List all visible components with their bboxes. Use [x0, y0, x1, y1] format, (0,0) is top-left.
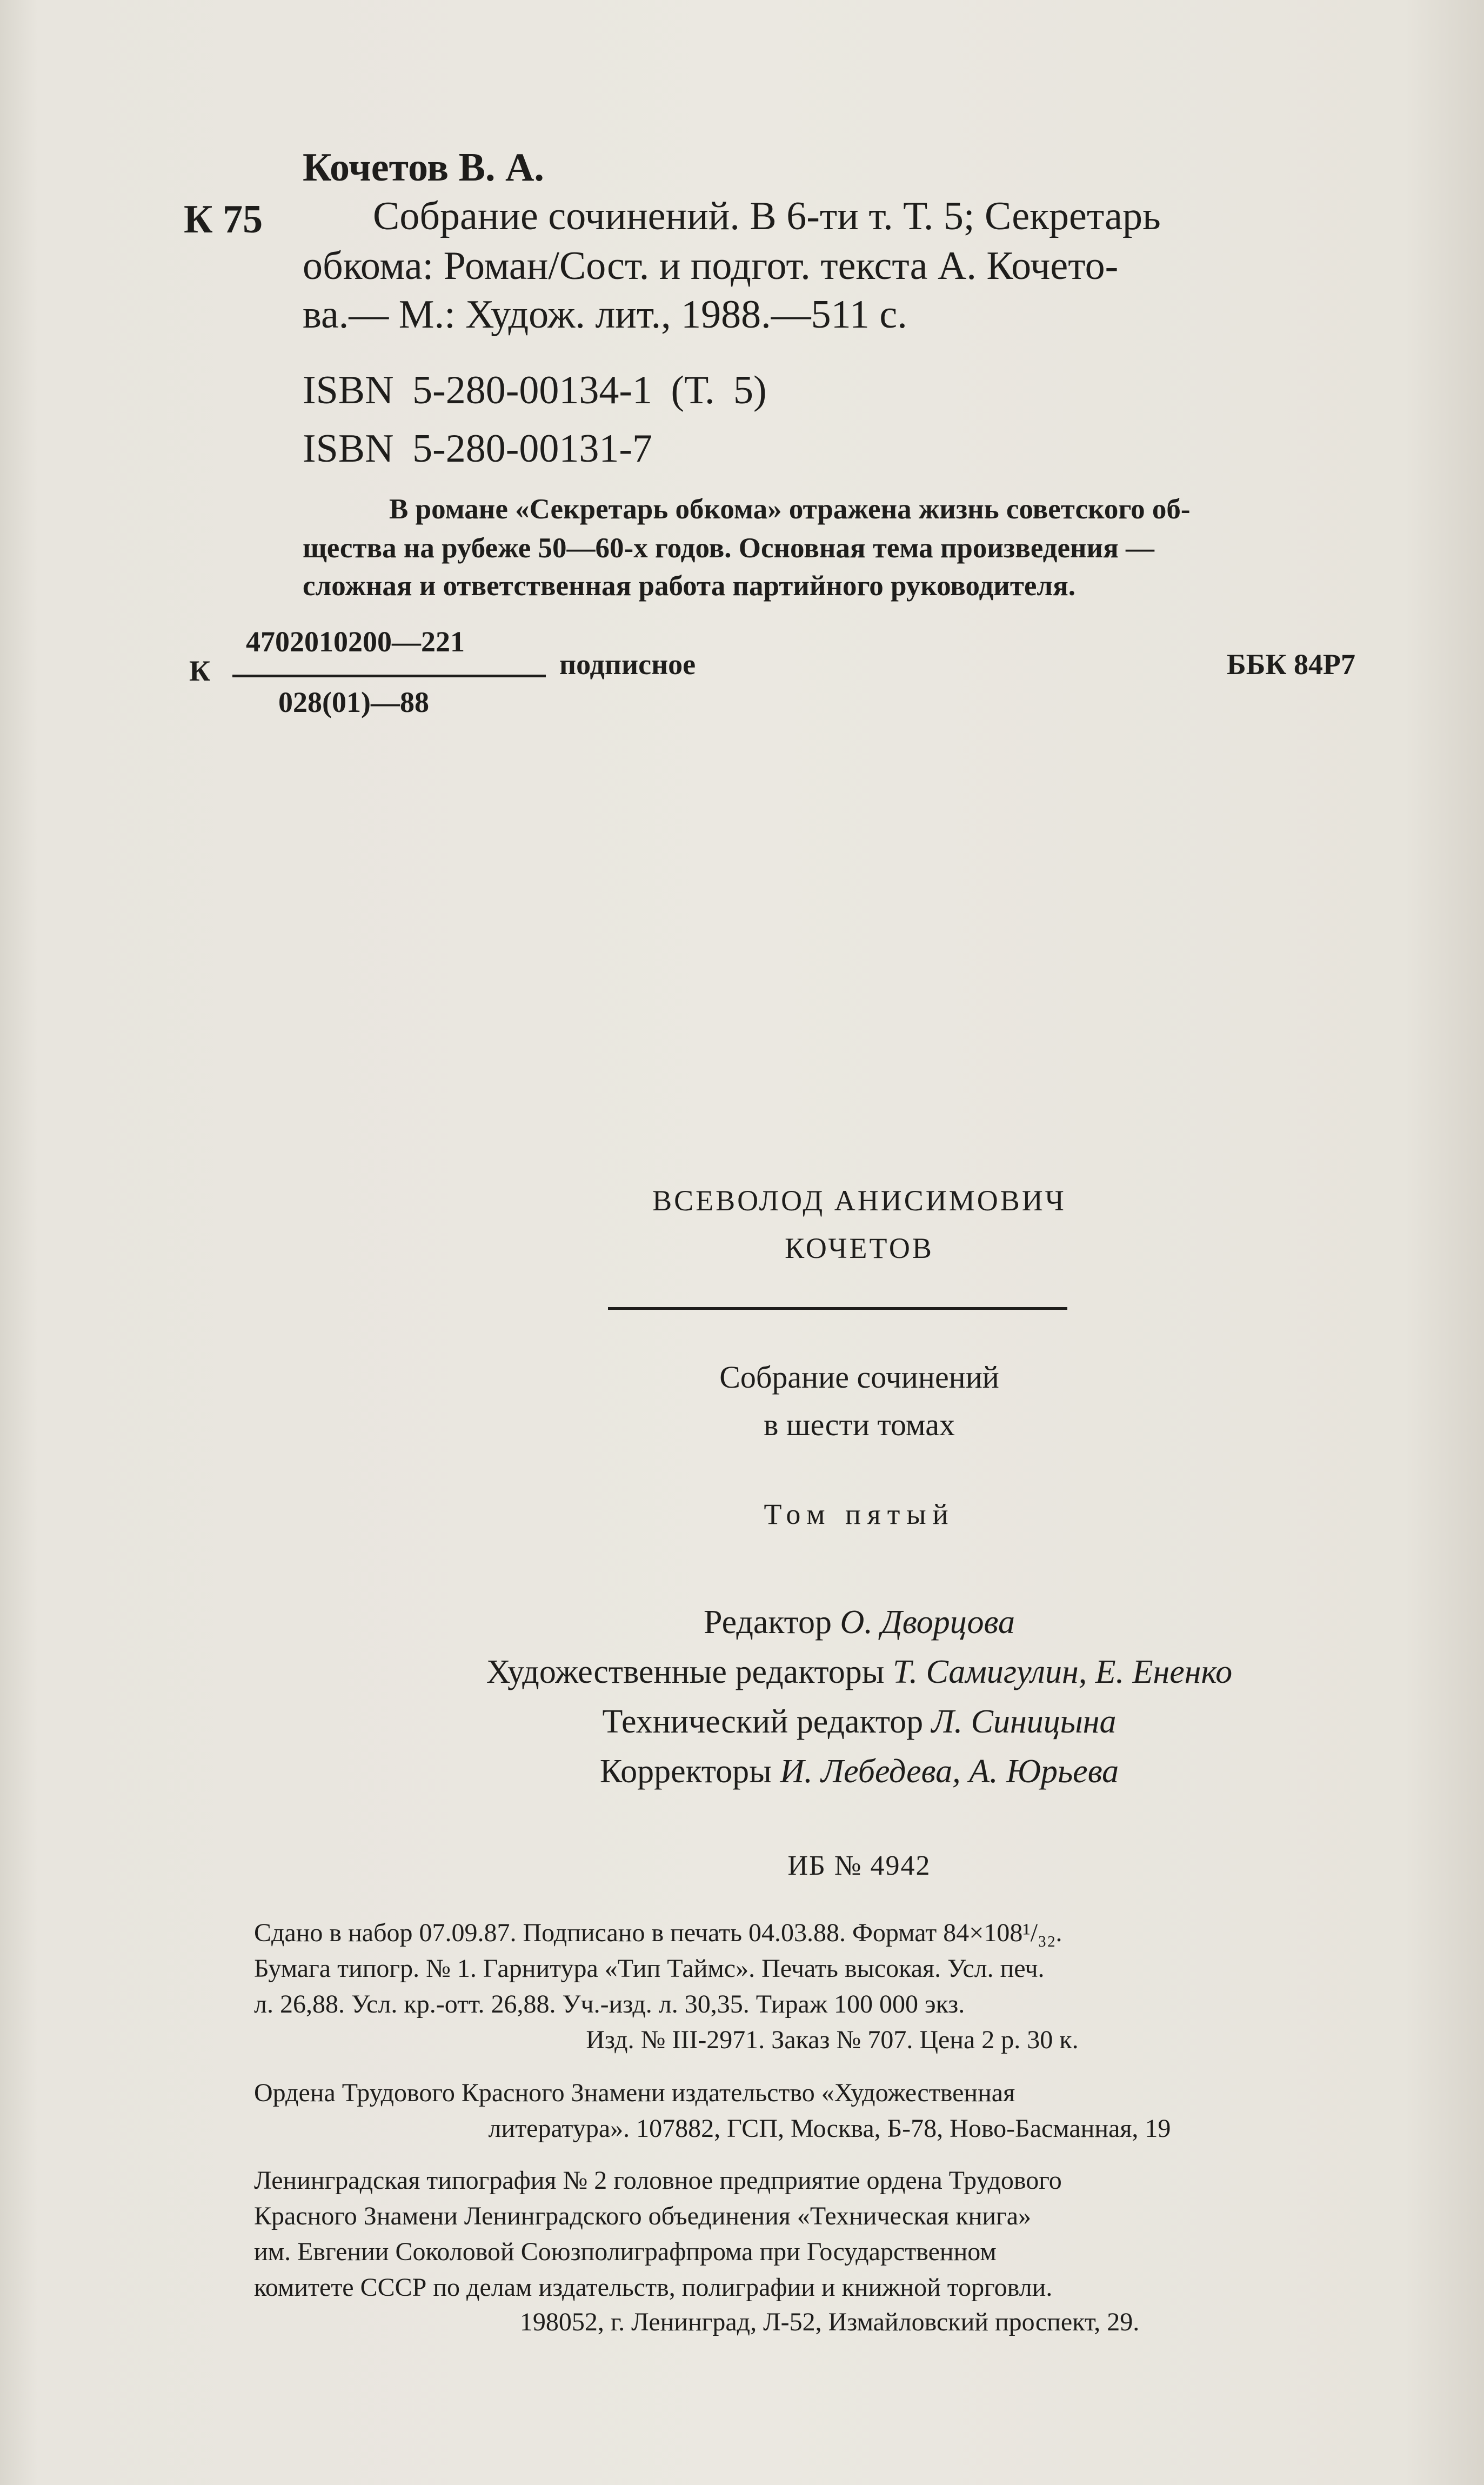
fraction-line — [232, 675, 546, 677]
imprint-printer-line: 198052, г. Ленинград, Л-52, Измайловский проспект, 29. — [519, 2308, 1140, 2336]
catalog-author: Кочетов В. А. — [303, 145, 544, 190]
collection-volumes: в шести томах — [764, 1407, 955, 1442]
author-surname: КОЧЕТОВ — [785, 1232, 934, 1264]
collection-title: Собрание сочинений — [719, 1360, 999, 1395]
imprint-production-line: л. 26,88. Усл. кр.-отт. 26,88. Уч.-изд. л. 30,35. Тираж 100 000 экз. — [254, 1990, 965, 2018]
title-rule — [608, 1307, 1067, 1310]
catalog-description-line: обкома: Роман/Сост. и подгот. текста А. Кочето- — [303, 244, 1119, 288]
staff-names: Л. Синицына — [931, 1703, 1117, 1740]
staff-line-editor — [303, 1603, 1416, 1642]
bbk-code: ББК 84Р7 — [1227, 648, 1356, 681]
staff-line-tech-editor — [303, 1703, 1416, 1741]
code-type: подписное — [559, 648, 696, 681]
staff-names: И. Лебедева, А. Юрьева — [780, 1753, 1119, 1790]
annotation-line: В романе «Секретарь обкома» отражена жизнь советского об- — [389, 494, 1191, 525]
code-denominator: 028(01)—88 — [278, 686, 429, 718]
staff-names: О. Дворцова — [840, 1604, 1015, 1641]
imprint-production-line: Изд. № III-2971. Заказ № 707. Цена 2 р. 30 к. — [586, 2026, 1079, 2054]
code-numerator: 4702010200—221 — [246, 625, 465, 658]
author-full-name: ВСЕВОЛОД АНИСИМОВИЧ — [652, 1184, 1066, 1217]
staff-role: Технический редактор — [602, 1703, 924, 1740]
staff-role: Редактор — [703, 1604, 832, 1641]
imprint-production-line: Бумага типогр. № 1. Гарнитура «Тип Таймс». Печать высокая. Усл. печ. — [254, 1954, 1045, 1983]
catalog-description-line: ва.— М.: Худож. лит., 1988.—511 с. — [303, 292, 907, 337]
staff-role: Корректоры — [599, 1753, 772, 1790]
staff-role: Художественные редакторы — [486, 1654, 885, 1690]
staff-line-proofreaders — [303, 1753, 1416, 1791]
code-letter: К — [189, 655, 211, 687]
isbn-line: ISBN 5-280-00134-1 (Т. 5) — [303, 368, 767, 412]
imprint-printer-line: комитете СССР по делам издательств, полиграфии и книжной торговли. — [254, 2273, 1053, 2302]
annotation-line: щества на рубеже 50—60-х годов. Основная тема произведения — — [303, 532, 1154, 564]
catalog-shelf-mark: К 75 — [184, 197, 263, 242]
imprint-production-line: Сдано в набор 07.09.87. Подписано в печать 04.03.88. Формат 84×108¹/₃₂. — [254, 1918, 1062, 1947]
isbn-line: ISBN 5-280-00131-7 — [303, 427, 653, 471]
staff-names: Т. Самигулин, Е. Ененко — [892, 1654, 1233, 1690]
imprint-printer-line: Ленинградская типография № 2 головное предприятие ордена Трудового — [254, 2166, 1062, 2195]
ib-number: ИБ № 4942 — [787, 1850, 931, 1881]
annotation-line: сложная и ответственная работа партийного руководителя. — [303, 570, 1076, 602]
imprint-publisher-line: Ордена Трудового Красного Знамени издательство «Художественная — [254, 2078, 1015, 2107]
imprint-printer-line: им. Евгении Соколовой Союзполиграфпрома при Государственном — [254, 2237, 997, 2266]
catalog-description-line: Собрание сочинений. В 6-ти т. Т. 5; Секретарь — [373, 194, 1161, 238]
staff-line-art-editors — [303, 1653, 1416, 1691]
imprint-printer-line: Красного Знамени Ленинградского объединения «Техническая книга» — [254, 2202, 1032, 2230]
volume-title: Том пятый — [764, 1498, 955, 1530]
imprint-publisher-line: литература». 107882, ГСП, Москва, Б-78, Ново-Басманная, 19 — [488, 2114, 1171, 2143]
